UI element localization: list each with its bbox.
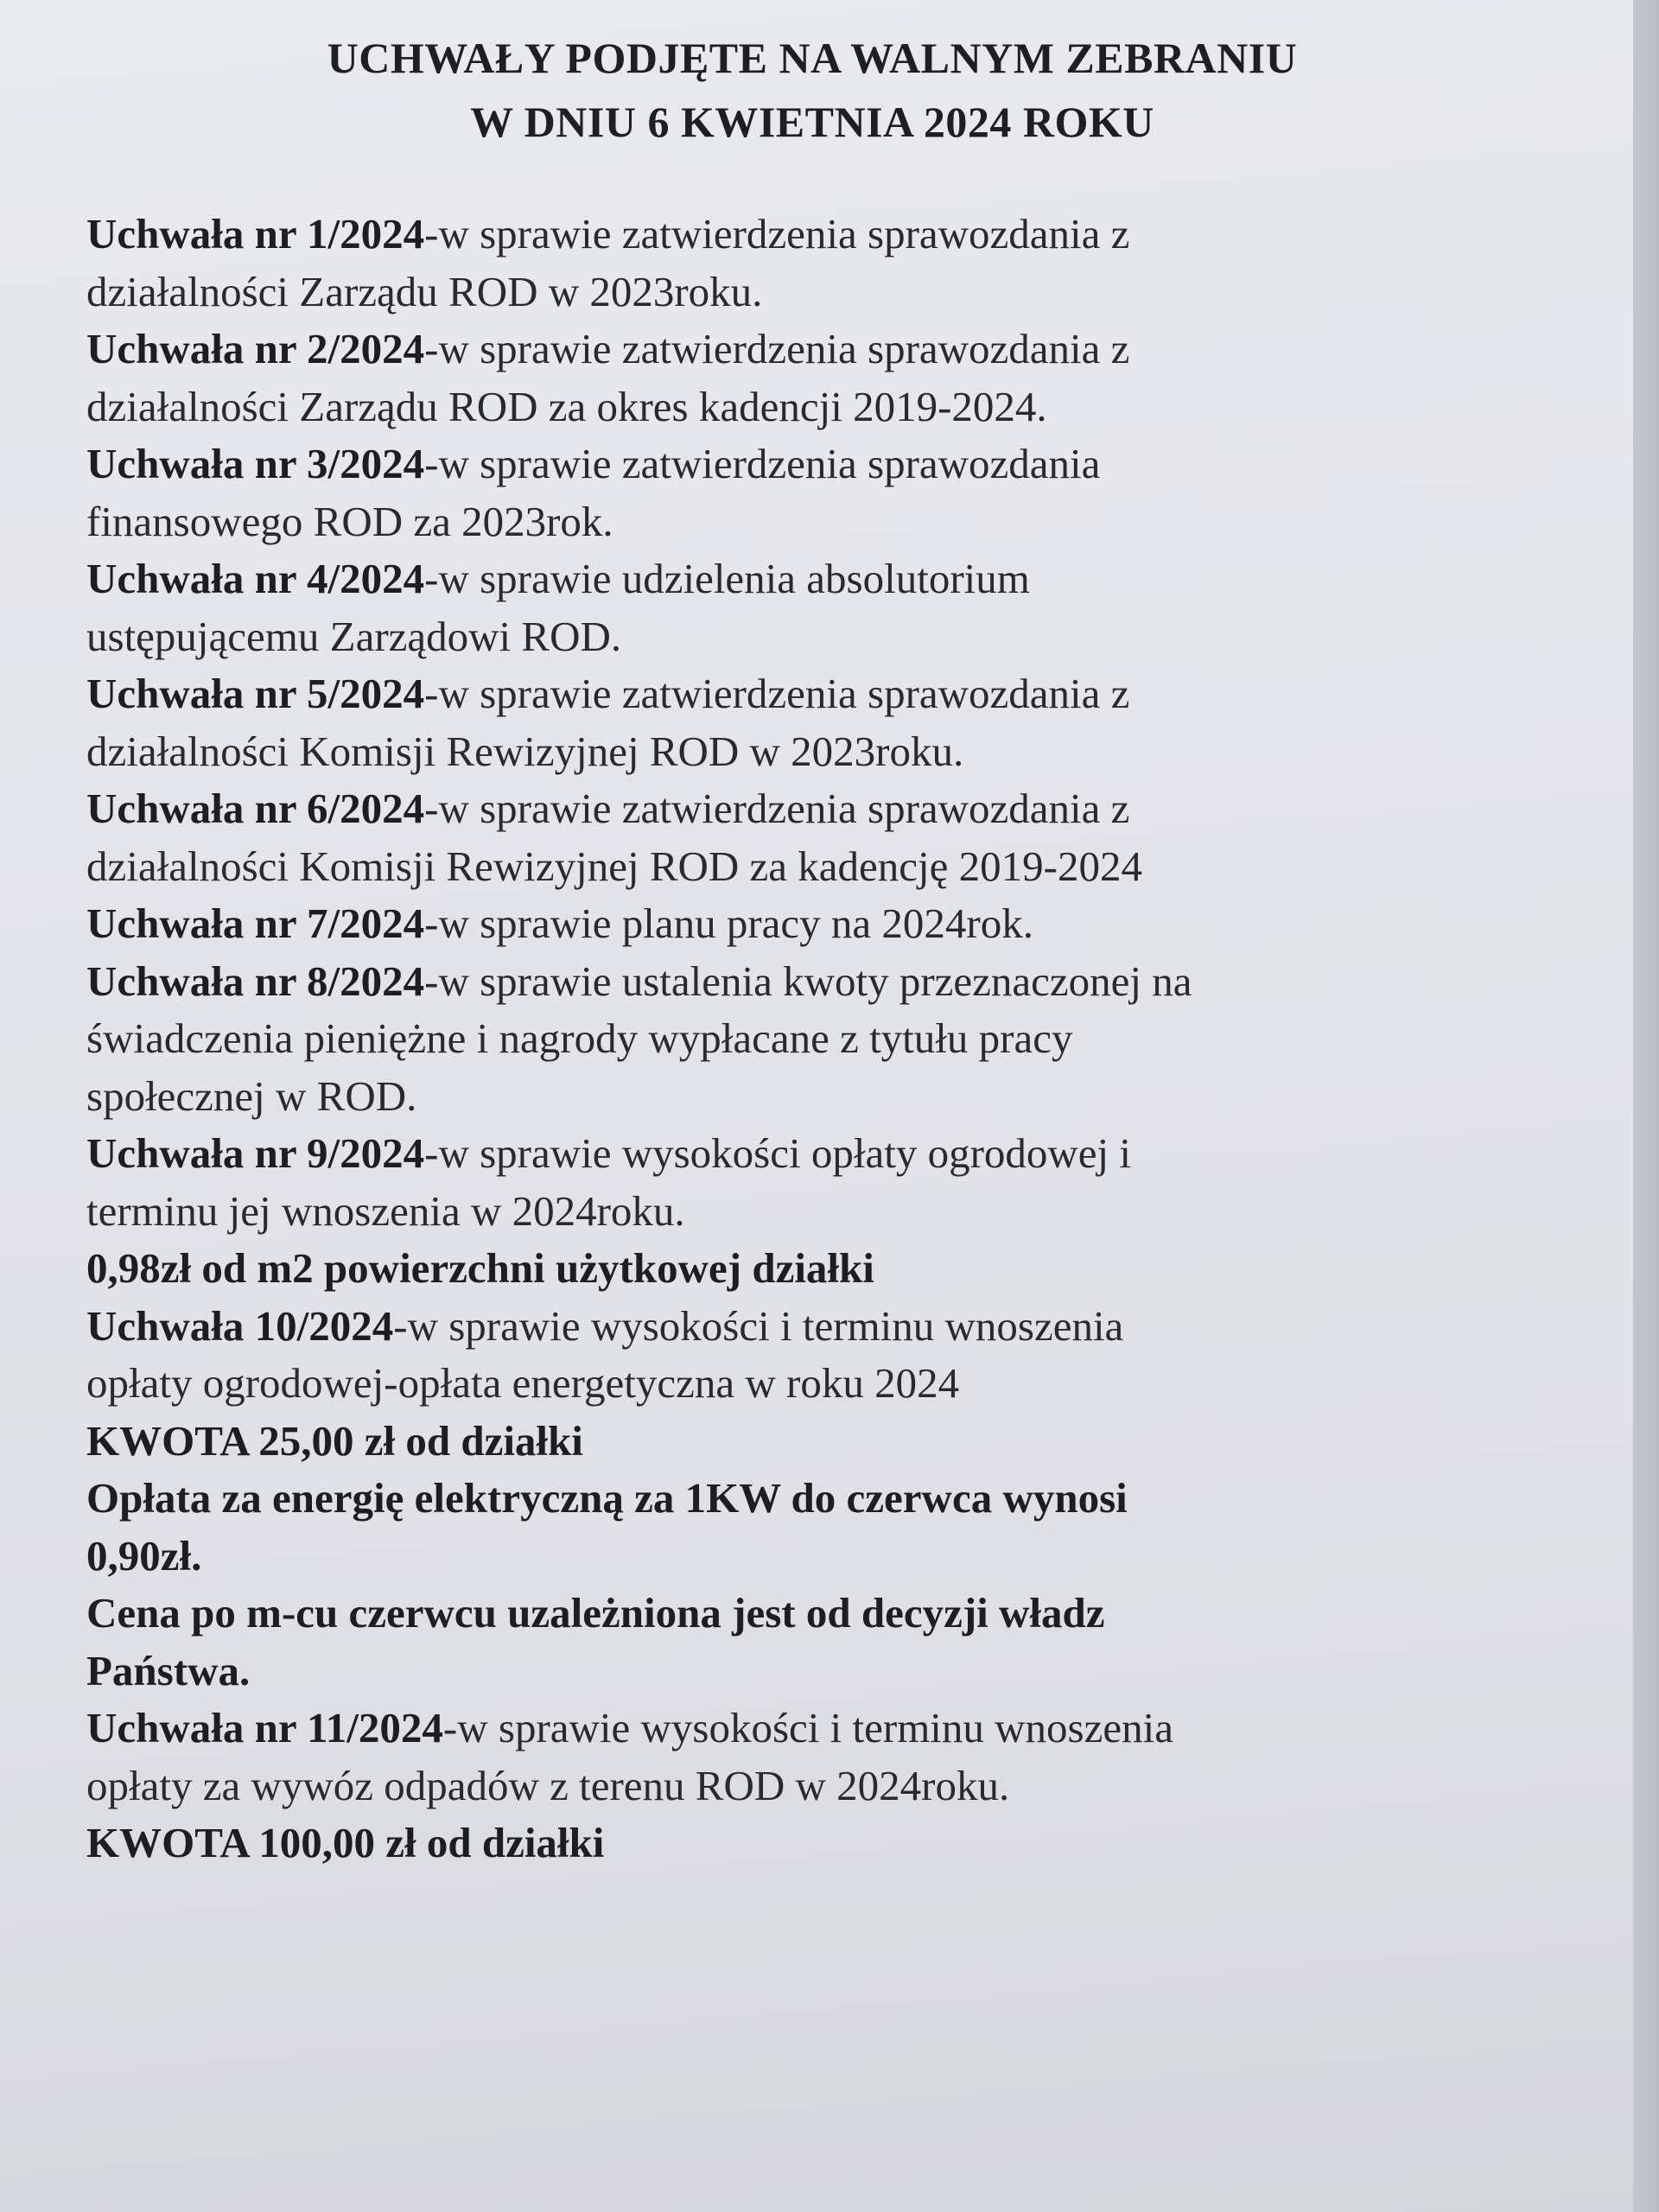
document-line (86, 1643, 1503, 1700)
resolution-number: Uchwała nr 8/2024 (86, 957, 425, 1005)
title-line-2: W DNIU 6 KWIETNIA 2024 ROKU (470, 98, 1154, 146)
resolution-number: Uchwała nr 7/2024 (86, 899, 425, 947)
resolution-text: działalności Zarządu ROD w 2023roku. (86, 267, 763, 315)
fee-statement: Opłata za energię elektryczną za 1KW do czerwca wynosi (86, 1474, 1128, 1522)
resolution-text: -w sprawie zatwierdzenia sprawozdania z (424, 785, 1130, 832)
resolution-text: -w sprawie zatwierdzenia sprawozdania z (424, 325, 1130, 372)
document-line (86, 1010, 1503, 1068)
resolution-number: Uchwała nr 9/2024 (86, 1129, 425, 1177)
resolution-number: Uchwała nr 6/2024 (86, 785, 425, 832)
document-line (86, 264, 1503, 321)
document-line (86, 1815, 1503, 1872)
resolution-text: finansowego ROD za 2023rok. (86, 497, 613, 545)
document-line (86, 378, 1503, 436)
document-line (86, 1528, 1503, 1586)
fee-statement: Cena po m-cu czerwcu uzależniona jest od decyzji władz (86, 1589, 1105, 1637)
resolution-number: Uchwała nr 1/2024 (86, 210, 425, 257)
fee-statement: 0,90zł. (86, 1531, 202, 1580)
document-line (86, 838, 1503, 896)
resolution-number: Uchwała nr 3/2024 (86, 440, 425, 487)
resolution-text: świadczenia pieniężne i nagrody wypłacane z tytułu pracy (86, 1014, 1073, 1062)
resolution-text: -w sprawie ustalenia kwoty przeznaczonej na (424, 957, 1192, 1005)
document-line (86, 493, 1503, 551)
resolution-text: działalności Zarządu ROD za okres kadencji 2019-2024. (86, 382, 1047, 430)
document-line (86, 1700, 1503, 1758)
document-line (86, 1068, 1503, 1126)
document-line (86, 1125, 1503, 1183)
document-line (86, 608, 1503, 666)
resolution-number: Uchwała nr 5/2024 (86, 670, 425, 717)
resolution-text: -w sprawie zatwierdzenia sprawozdania z (424, 670, 1130, 717)
document-line (86, 1298, 1503, 1356)
resolution-text: działalności Komisji Rewizyjnej ROD w 2023roku. (86, 727, 964, 775)
resolution-number: Uchwała nr 4/2024 (86, 555, 425, 602)
resolution-text: terminu jej wnoszenia w 2024roku. (86, 1186, 685, 1235)
document-line (86, 723, 1503, 781)
resolution-text: opłaty ogrodowej-opłata energetyczna w roku 2024 (86, 1359, 960, 1407)
resolution-text: -w sprawie udzielenia absolutorium (424, 555, 1030, 602)
document-line (86, 665, 1503, 723)
document-line (86, 895, 1503, 953)
resolution-text: opłaty za wywóz odpadów z terenu ROD w 2024roku. (86, 1761, 1010, 1809)
document-line (86, 780, 1503, 838)
document-line (86, 1470, 1503, 1528)
document-line (86, 1413, 1503, 1471)
resolution-text: -w sprawie zatwierdzenia sprawozdania z (424, 210, 1130, 257)
resolution-text: -w sprawie zatwierdzenia sprawozdania (424, 440, 1101, 487)
resolution-text: -w sprawie wysokości i terminu wnoszenia (393, 1301, 1124, 1350)
resolution-text: ustępującemu Zarządowi ROD. (86, 612, 622, 660)
document-line (86, 206, 1503, 264)
document-line (86, 953, 1503, 1011)
document-line (86, 1758, 1503, 1815)
resolution-number: Uchwała 10/2024 (86, 1301, 394, 1350)
fee-statement: Państwa. (86, 1646, 251, 1694)
title-line-1: UCHWAŁY PODJĘTE NA WALNYM ZEBRANIU (327, 34, 1298, 82)
resolution-text: -w sprawie wysokości i terminu wnoszenia (442, 1704, 1173, 1751)
document-line (86, 1355, 1503, 1413)
document-line (86, 1183, 1503, 1241)
document-line (86, 1240, 1503, 1298)
background-surface (1633, 0, 1659, 2212)
resolution-text: działalności Komisji Rewizyjnej ROD za kadencję 2019-2024 (86, 842, 1142, 890)
document-line (86, 321, 1503, 378)
resolution-number: Uchwała nr 11/2024 (86, 1704, 443, 1751)
resolutions-list (86, 206, 1503, 1872)
document-line (86, 1585, 1503, 1643)
resolution-text: -w sprawie planu pracy na 2024rok. (424, 899, 1033, 947)
document-line (86, 550, 1503, 608)
resolution-text: społecznej w ROD. (86, 1071, 417, 1120)
resolution-number: Uchwała nr 2/2024 (86, 325, 425, 372)
fee-statement: KWOTA 100,00 zł od działki (86, 1819, 605, 1866)
resolution-text: -w sprawie wysokości opłaty ogrodowej i (424, 1129, 1132, 1177)
fee-statement: 0,98zł od m2 powierzchni użytkowej działki (86, 1244, 874, 1292)
fee-statement: KWOTA 25,00 zł od działki (86, 1416, 583, 1465)
document-line (86, 435, 1503, 493)
document-title (138, 26, 1486, 154)
